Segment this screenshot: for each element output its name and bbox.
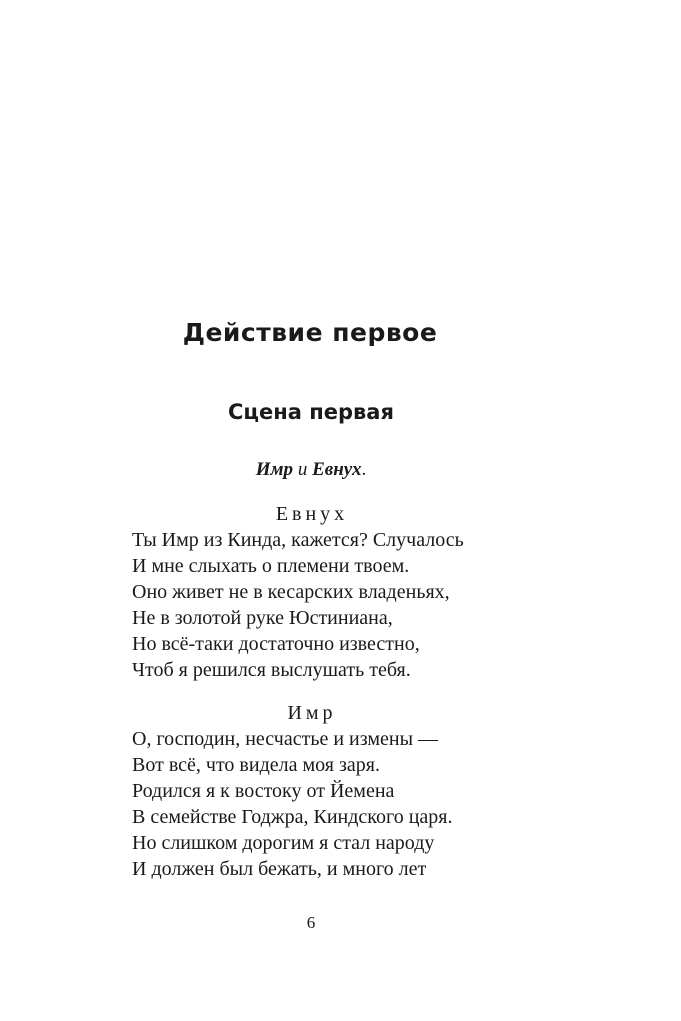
verse-line: Вот всё, что видела моя заря. xyxy=(132,754,380,776)
verse-line: О, господин, несчастье и измены — xyxy=(132,728,439,750)
cast-member-second: Евнух xyxy=(312,459,362,480)
verse-line: Не в золотой руке Юстиниана, xyxy=(132,607,393,629)
speaker-name: Евнух xyxy=(275,503,349,525)
cast-end-punctuation: . xyxy=(361,459,367,480)
verse-line: Чтоб я решился выслушать тебя. xyxy=(132,659,411,681)
verse-line: В семействе Годжра, Киндского царя. xyxy=(132,806,453,828)
act-title: Действие первое xyxy=(182,318,438,347)
verse-line: Но всё-таки достаточно известно, xyxy=(132,633,420,655)
verse-line: Оно живет не в кесарских владеньях, xyxy=(132,581,450,603)
speaker-name: Имр xyxy=(287,702,337,724)
verse-line: Родился я к востоку от Йемена xyxy=(132,780,395,802)
verse-line: И должен был бежать, и много лет xyxy=(132,858,427,880)
scene-title: Сцена первая xyxy=(228,400,394,424)
cast-member-first: Имр xyxy=(255,459,294,480)
speech-evnukh xyxy=(132,501,592,683)
speech-imr xyxy=(132,700,592,882)
verse-line: Но слишком дорогим я стал народу xyxy=(132,832,435,854)
cast-list xyxy=(0,459,622,481)
verse-line: И мне слыхать о племени твоем. xyxy=(132,555,410,577)
verse-line: Ты Имр из Кинда, кажется? Случалось xyxy=(132,529,464,551)
page-number: 6 xyxy=(306,913,316,932)
cast-conjunction: и xyxy=(297,459,308,480)
